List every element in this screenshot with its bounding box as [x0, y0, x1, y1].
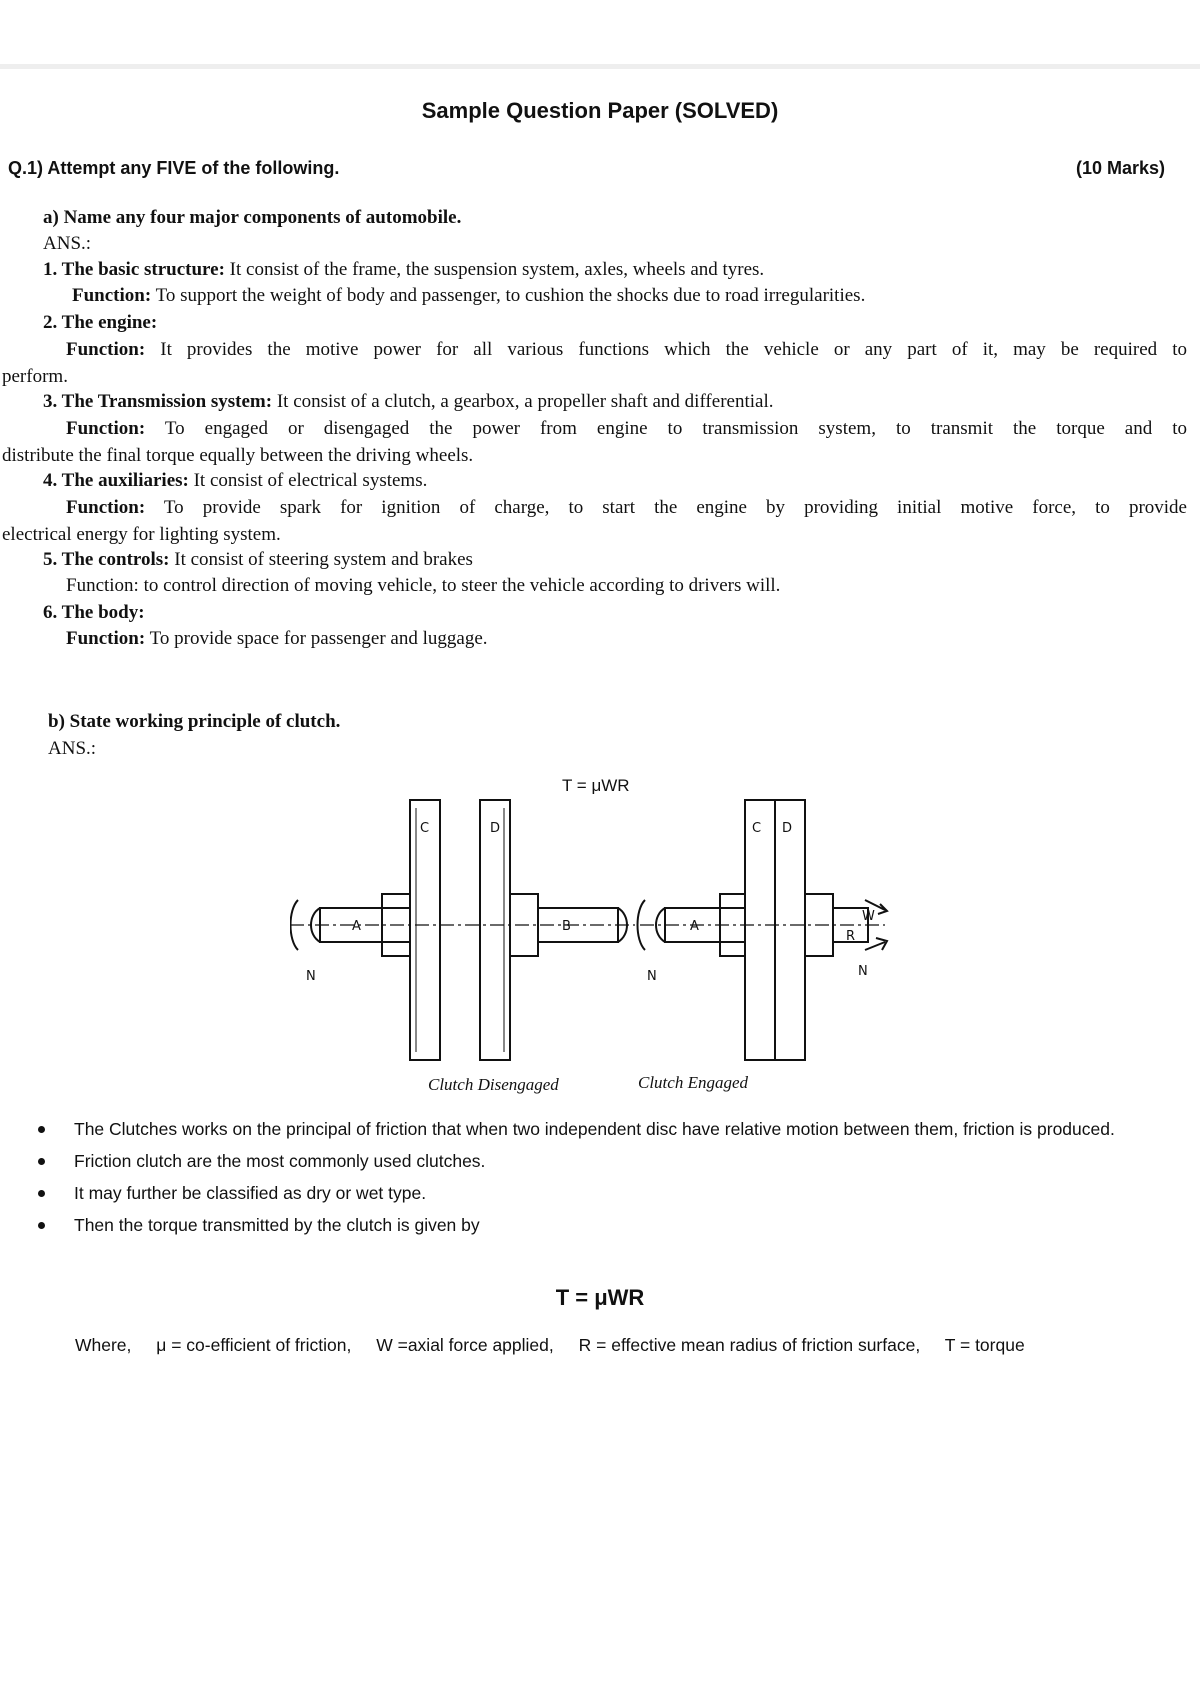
where-r: R = effective mean radius of friction surface,: [578, 1335, 921, 1355]
function-text: To provide space for passenger and luggage.: [145, 628, 488, 649]
function-line: perform.: [2, 365, 68, 387]
component-2-heading: 2. The engine:: [43, 312, 158, 333]
bullet-dot: [38, 1158, 45, 1165]
bullet-item: Then the torque transmitted by the clutch is given by: [38, 1210, 1188, 1240]
component-5-function: Function: to control direction of moving vehicle, to steer the vehicle according to drivers will.: [66, 575, 781, 596]
question-label: Q.1) Attempt any FIVE of the following.: [8, 158, 340, 178]
label-r: R: [846, 929, 856, 944]
function-line: It provides the motive power for all various functions which the vehicle or any part of it, may be required to: [145, 339, 1187, 360]
label-a-engaged: A: [690, 919, 699, 934]
component-2-function: [2, 337, 1187, 390]
plate-c-disengaged: [410, 800, 440, 1060]
page-title: Sample Question Paper (SOLVED): [421, 98, 779, 123]
label-d: D: [490, 821, 501, 836]
function-line: distribute the final torque equally between the driving wheels.: [2, 444, 474, 466]
caption-disengaged: Clutch Disengaged: [428, 1075, 559, 1094]
where-mu: μ = co-efficient of friction,: [156, 1335, 352, 1355]
plate-d-engaged: [775, 800, 805, 1060]
part-a-question: a) Name any four major components of automobile.: [43, 207, 462, 228]
label-b: B: [562, 919, 571, 934]
component-5: [43, 548, 473, 572]
part-b-question: b) State working principle of clutch.: [48, 711, 341, 732]
label-c: C: [420, 821, 430, 836]
component-6-function: [66, 627, 488, 651]
clutch-diagram: [290, 770, 900, 1100]
component-5-heading: 5. The controls:: [43, 549, 170, 570]
function-label: Function:: [66, 497, 146, 518]
where-label: Where,: [75, 1335, 132, 1355]
caption-engaged: Clutch Engaged: [638, 1073, 749, 1092]
component-4: [43, 469, 427, 493]
where-t: T = torque: [944, 1335, 1025, 1355]
bullet-item: Friction clutch are the most commonly used clutches.: [38, 1146, 1188, 1176]
function-label: Function:: [66, 339, 146, 360]
label-c-engaged: C: [752, 821, 762, 836]
top-divider: [0, 64, 1200, 69]
part-b-ans-label: ANS.:: [48, 738, 97, 759]
plate-d-disengaged: [480, 800, 510, 1060]
label-a: A: [352, 919, 361, 934]
component-3: [43, 390, 773, 414]
component-1: [43, 258, 764, 282]
component-5-text: It consist of steering system and brakes: [169, 549, 473, 570]
part-a-ans-label: ANS.:: [43, 233, 92, 254]
function-text: To support the weight of body and passenger, to cushion the shocks due to road irregularities.: [151, 285, 866, 306]
where-w: W =axial force applied,: [376, 1335, 554, 1355]
label-n: N: [306, 969, 316, 984]
component-4-function: [2, 495, 1187, 548]
plate-c-engaged: [745, 800, 775, 1060]
component-3-text: It consist of a clutch, a gearbox, a propeller shaft and differential.: [272, 391, 774, 412]
bullet-item: It may further be classified as dry or wet type.: [38, 1178, 1188, 1208]
function-line: To provide spark for ignition of charge, to start the engine by providing initial motive force, to provide: [145, 497, 1187, 518]
component-6-heading: 6. The body:: [43, 602, 145, 623]
component-4-heading: 4. The auxiliaries:: [43, 470, 189, 491]
question-marks: (10 Marks): [1075, 158, 1165, 178]
label-n-engaged: N: [647, 969, 657, 984]
component-1-function: [72, 284, 865, 308]
label-w: W: [862, 909, 875, 924]
component-3-heading: 3. The Transmission system:: [43, 391, 273, 412]
bullet-dot: [38, 1190, 45, 1197]
function-label: Function:: [66, 628, 146, 649]
principle-bullets: [38, 1114, 1188, 1242]
bullet-dot: [38, 1222, 45, 1229]
formula-legend: [75, 1335, 1045, 1356]
function-line: To engaged or disengaged the power from engine to transmission system, to transmit the torque and to: [145, 418, 1187, 439]
component-1-text: It consist of the frame, the suspension system, axles, wheels and tyres.: [224, 259, 765, 280]
component-1-heading: 1. The basic structure:: [43, 259, 225, 280]
component-4-text: It consist of electrical systems.: [188, 470, 428, 491]
label-n-right: N: [858, 964, 868, 979]
function-label: Function:: [66, 418, 146, 439]
torque-formula: T = μWR: [555, 1285, 645, 1310]
function-line: electrical energy for lighting system.: [2, 523, 281, 545]
bullet-item: The Clutches works on the principal of friction that when two independent disc have relative motion between them, friction is produced.: [38, 1114, 1188, 1144]
component-3-function: [2, 416, 1187, 469]
label-d-engaged: D: [782, 821, 793, 836]
diagram-formula-label: T = μWR: [562, 776, 630, 795]
bullet-dot: [38, 1126, 45, 1133]
function-label: Function:: [72, 285, 152, 306]
